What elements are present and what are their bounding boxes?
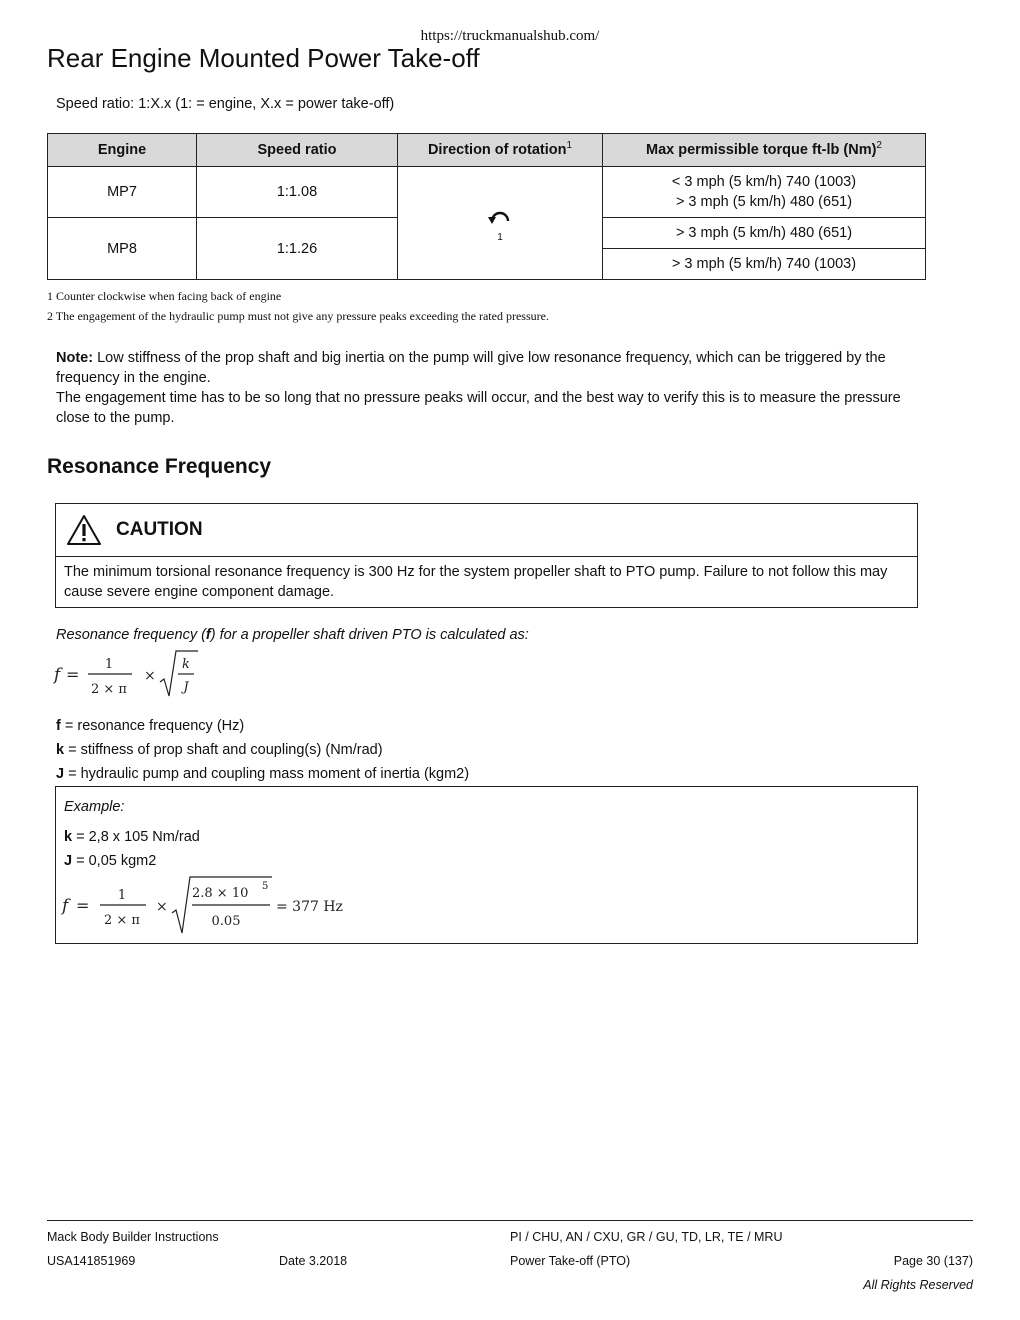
cell-ratio: 1:1.26 [197, 218, 398, 280]
header-torque: Max permissible torque ft-lb $(Nm)^2$ [603, 134, 926, 167]
definitions-list [56, 714, 469, 786]
cell-torque: > 3 mph (5 km/h) 740 (1003) [603, 249, 926, 280]
example-title: Example: [64, 799, 125, 815]
table-header-row [48, 134, 926, 167]
cell-torque: > 3 mph (5 km/h) 480 (651) [603, 218, 926, 249]
counter-clockwise-arrow-icon [487, 204, 513, 226]
rotation-note: 1 [497, 231, 503, 243]
caution-title: CAUTION [116, 519, 203, 540]
svg-text:1: 1 [117, 888, 127, 903]
svg-text:f: f [62, 896, 69, 916]
footer-doc-id: USA141851969 [47, 1254, 136, 1268]
note-para-2: The engagement time has to be so long that no pressure peaks will occur, and the best way to verify this is to measure the pressure close to the pump. [56, 390, 901, 426]
definition-f: f = resonance frequency (Hz) [56, 718, 245, 734]
pto-table [47, 133, 926, 280]
resonance-formula [52, 648, 212, 700]
cell-engine: MP8 [48, 218, 197, 280]
svg-text:2 × π: 2 × π [91, 682, 127, 697]
svg-text:= 377 Hz: = 377 Hz [276, 899, 343, 915]
example-j: J = 0,05 kgm2 [64, 853, 157, 869]
svg-text:J: J [183, 680, 189, 695]
warning-triangle-icon [66, 514, 102, 546]
footer-doc-title: Mack Body Builder Instructions [47, 1230, 219, 1244]
footer-section: Power Take-off (PTO) [510, 1254, 631, 1268]
table-row [48, 167, 926, 218]
footer-page-number: Page 30 (137) [893, 1254, 973, 1268]
source-url: https://truckmanualshub.com/ [420, 28, 600, 44]
example-formula [60, 875, 360, 937]
cell-rotation [398, 167, 603, 280]
svg-text:5: 5 [262, 881, 269, 892]
calc-intro: Resonance frequency (f) for a propeller shaft driven PTO is calculated as: [56, 627, 529, 643]
footer-date: Date 3.2018 [279, 1254, 348, 1268]
cell-ratio: 1:1.08 [197, 167, 398, 218]
footnote-1: 1 Counter clockwise when facing back of engine [47, 289, 282, 303]
definition-k: k = stiffness of prop shaft and coupling(s) (Nm/rad) [56, 742, 383, 758]
footer-rights: All Rights Reserved [863, 1278, 973, 1292]
caution-text: The minimum torsional resonance frequency is 300 Hz for the system propeller shaft to PTO pump. Failure to not follow this may cause severe engine component damage. [64, 564, 888, 600]
svg-text:1: 1 [104, 657, 114, 672]
cell-torque: < 3 mph (5 km/h) 740 (1003) > 3 mph (5 km/h) 480 (651) [603, 167, 926, 218]
note-block [56, 348, 916, 428]
page-title: Rear Engine Mounted Power Take-off [47, 43, 480, 73]
svg-text:×: × [144, 668, 156, 684]
svg-text:k: k [182, 657, 190, 672]
caution-box [55, 503, 918, 608]
footnote-2: 2 The engagement of the hydraulic pump must not give any pressure peaks exceeding the rated pressure. [47, 309, 549, 323]
note-para-1: Note: Low stiffness of the prop shaft and big inertia on the pump will give low resonance frequency, which can be triggered by the frequency in the engine. [56, 350, 886, 386]
svg-text:=: = [76, 896, 90, 915]
svg-text:2 × π: 2 × π [104, 913, 140, 928]
header-speed-ratio: Speed ratio [197, 134, 398, 167]
footer-models: PI / CHU, AN / CXU, GR / GU, TD, LR, TE / MRU [510, 1230, 783, 1244]
svg-text:2.8 × 10: 2.8 × 10 [192, 886, 249, 901]
svg-text:=: = [66, 665, 80, 684]
svg-text:×: × [156, 899, 168, 915]
example-k: k = 2,8 x 105 Nm/rad [64, 829, 200, 845]
section-title: Resonance Frequency [47, 455, 272, 478]
cell-engine: MP7 [48, 167, 197, 218]
header-direction: Direction of rotation$^1$ [398, 134, 603, 167]
svg-text:f: f [54, 665, 61, 685]
definition-j: J = hydraulic pump and coupling mass moment of inertia (kgm2) [56, 766, 470, 782]
example-box [55, 786, 918, 944]
caution-header [56, 504, 917, 557]
header-engine: Engine [48, 134, 197, 167]
svg-text:0.05: 0.05 [211, 914, 241, 929]
speed-ratio-text: Speed ratio: 1:X.x (1: = engine, X.x = power take-off) [56, 96, 395, 112]
footer-divider [47, 1220, 973, 1221]
